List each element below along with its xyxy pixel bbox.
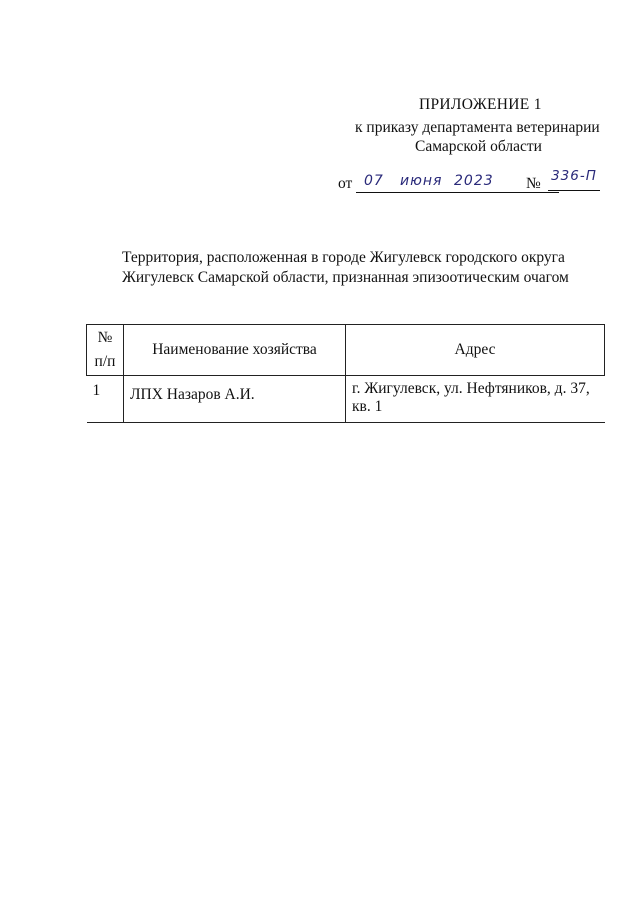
order-date-month: июня	[400, 173, 443, 189]
document-heading	[122, 248, 602, 288]
order-reference	[338, 168, 608, 194]
appendix-subtitle-line2: Самарской области	[415, 138, 542, 155]
table-row	[87, 376, 605, 423]
row-address-line2: кв. 1	[352, 398, 383, 415]
order-date-day: 07	[364, 173, 384, 189]
outbreak-table	[86, 324, 605, 423]
row-address-line1: г. Жигулевск, ул. Нефтяников, д. 37,	[352, 380, 590, 397]
header-farm-name: Наименование хозяйства	[124, 325, 346, 376]
header-number-pp: п/п	[94, 353, 116, 370]
header-number-symbol: №	[97, 329, 113, 346]
order-date-label: от	[338, 175, 353, 192]
header-number	[87, 325, 124, 376]
row-number: 1	[87, 376, 124, 423]
appendix-title: ПРИЛОЖЕНИЕ 1	[419, 96, 542, 113]
row-address	[346, 376, 605, 423]
header-address: Адрес	[346, 325, 605, 376]
heading-line1: Территория, расположенная в городе Жигулевск городского округа	[122, 249, 565, 266]
appendix-subtitle-line1: к приказу департамента ветеринарии	[355, 119, 600, 136]
order-number-label: №	[526, 175, 541, 192]
table-header-row	[87, 325, 605, 376]
order-date-year: 2023	[454, 173, 494, 189]
heading-line2: Жигулевск Самарской области, признанная эпизоотическим очагом	[122, 269, 569, 286]
order-number-field: 336-П	[548, 168, 600, 191]
row-farm-name: ЛПХ Назаров А.И.	[124, 376, 346, 423]
